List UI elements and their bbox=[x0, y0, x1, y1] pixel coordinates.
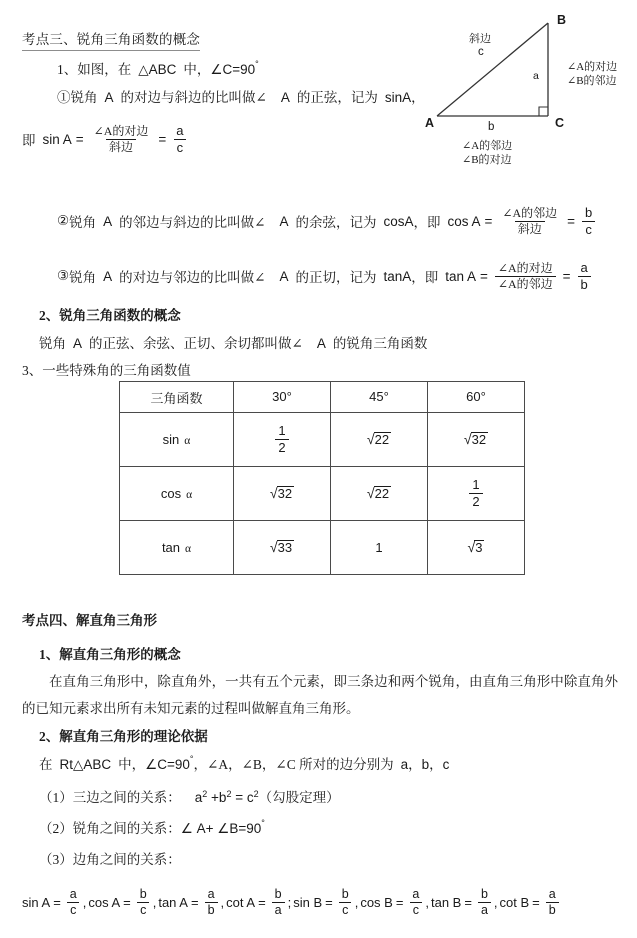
sine-eq-fraction-letters bbox=[173, 124, 186, 154]
special-angle-values-table bbox=[119, 381, 525, 575]
radicand: 22 bbox=[374, 432, 390, 448]
cosine-eq-denominator-words: 斜边 bbox=[515, 221, 545, 236]
cosine-text-b: 的邻边与斜边的比叫做∠ bbox=[119, 215, 266, 231]
table-row-tan bbox=[120, 521, 525, 575]
rt-rest: ，∠A，∠B，∠C 所对的边分别为 bbox=[193, 757, 394, 772]
value-cos-30 bbox=[270, 486, 294, 502]
function-name-cos bbox=[161, 486, 192, 501]
table-header-cell-1 bbox=[234, 382, 331, 413]
ratio-numerator-6: b bbox=[480, 887, 488, 901]
ratio-numerator-2: a bbox=[207, 887, 215, 901]
tangent-name: tanA bbox=[383, 268, 412, 284]
triangle-svg bbox=[424, 8, 637, 176]
item-1-triangle: △ABC bbox=[138, 62, 177, 77]
ratio-fraction-7 bbox=[546, 888, 559, 917]
relation-1-label: （1）三边之间的关系： bbox=[39, 790, 181, 805]
item-1-angle: ∠C=90 bbox=[210, 62, 256, 77]
sine-eq-numerator-letter: a bbox=[176, 123, 184, 138]
tangent-marker: ③ bbox=[57, 268, 70, 284]
table-cell-sin-45 bbox=[331, 413, 428, 467]
alpha-symbol-tan: α bbox=[185, 542, 192, 555]
definition-tangent-line bbox=[57, 261, 594, 291]
ratio-separator-4: , bbox=[354, 895, 359, 911]
item-1-mid: 中， bbox=[183, 62, 211, 77]
function-name-sin bbox=[163, 432, 191, 447]
radical-sign: √ bbox=[463, 431, 472, 448]
ratio-denominator-5: c bbox=[410, 902, 422, 917]
cosine-eq-numerator-words: ∠A的邻边 bbox=[502, 206, 558, 221]
tangent-text-d: ，即 bbox=[411, 270, 439, 286]
cosine-eq-numerator-letter: b bbox=[585, 205, 593, 220]
tangent-text-b: 的对边与邻边的比叫做∠ bbox=[119, 270, 266, 286]
definition-sine-line bbox=[57, 86, 425, 106]
value-sin-45 bbox=[367, 432, 391, 448]
tangent-text-a: 锐角 bbox=[69, 270, 97, 286]
item-2-var-b: A bbox=[316, 336, 326, 351]
value-cos-45 bbox=[367, 486, 391, 502]
heading-underline bbox=[22, 50, 200, 51]
radical-sign: √ bbox=[269, 485, 278, 502]
ratio-fraction-6 bbox=[478, 888, 491, 917]
item-1-lead: 1、如图，在 bbox=[57, 62, 132, 77]
radicand: 32 bbox=[471, 432, 487, 448]
ratio-denominator-7: b bbox=[546, 902, 559, 917]
ratio-denominator-1: c bbox=[137, 902, 149, 917]
table-cell-cos-45 bbox=[331, 467, 428, 521]
ratio-equals-2: = bbox=[190, 895, 199, 911]
table-row-cos bbox=[120, 467, 525, 521]
hypotenuse-var-label: c bbox=[478, 46, 484, 58]
table-header-label-0: 三角函数 bbox=[150, 390, 203, 406]
section4-item-2-heading: 2、解直角三角形的理论依据 bbox=[39, 729, 208, 744]
value-sin-30-den: 2 bbox=[275, 439, 288, 455]
value-tan-60 bbox=[468, 540, 485, 555]
ratio-fn-6: tan B bbox=[431, 895, 462, 911]
table-header-cell-3 bbox=[428, 382, 525, 413]
side-b-var-label: b bbox=[488, 121, 495, 133]
value-sin-30-num: 1 bbox=[278, 423, 286, 439]
alpha-symbol-cos: α bbox=[186, 488, 193, 501]
tangent-eq-fraction-letters bbox=[578, 261, 591, 291]
radical-sign: √ bbox=[366, 431, 375, 448]
item-2-heading: 2、锐角三角函数的概念 bbox=[39, 308, 181, 323]
sine-text-b: 的对边与斜边的比叫做∠ bbox=[120, 90, 267, 105]
cosine-eq-equals-2: = bbox=[567, 213, 576, 229]
ratio-numerator-5: a bbox=[412, 887, 420, 901]
value-sin-60 bbox=[464, 432, 488, 448]
side-a-line2-label: ∠B的邻边 bbox=[567, 75, 617, 87]
ratio-numerator-3: b bbox=[274, 887, 282, 901]
side-b-line2-label: ∠B的对边 bbox=[462, 154, 512, 166]
sine-text-a: 锐角 bbox=[70, 90, 98, 105]
ratio-equals-7: = bbox=[532, 895, 540, 911]
item-2-line bbox=[39, 332, 427, 352]
rt-sides: a，b，c bbox=[400, 757, 450, 772]
ratio-separator-2: , bbox=[220, 895, 225, 911]
cosine-eq-fraction-words bbox=[499, 207, 560, 235]
tangent-var-b: A bbox=[279, 268, 289, 284]
radical-sign: √ bbox=[269, 539, 278, 556]
ratio-fraction-5 bbox=[409, 888, 422, 917]
item-2-text-a: 锐角 bbox=[39, 336, 66, 351]
ratio-fn-5: cos B bbox=[360, 895, 393, 911]
rt-lead: 在 bbox=[39, 757, 53, 772]
hypotenuse-name-label: 斜边 bbox=[469, 33, 491, 45]
sine-eq-denominator-words: 斜边 bbox=[106, 139, 136, 154]
vertex-label-B: B bbox=[557, 13, 567, 27]
sine-var-b: A bbox=[280, 90, 290, 105]
ratio-fraction-2 bbox=[205, 888, 218, 917]
cosine-var-a: A bbox=[103, 213, 113, 229]
table-cell-sin-name bbox=[120, 413, 234, 467]
tangent-eq-equals-1: = bbox=[480, 268, 488, 284]
item-2-var-a: A bbox=[73, 336, 83, 351]
cosine-text-d: ，即 bbox=[413, 215, 441, 231]
cosine-name: cosA bbox=[383, 213, 414, 229]
tangent-eq-numerator-words: ∠A的对边 bbox=[497, 261, 553, 276]
ratio-denominator-2: b bbox=[205, 902, 218, 917]
side-a-var-label: a bbox=[533, 70, 539, 82]
ratio-fraction-0 bbox=[67, 888, 80, 917]
definition-cosine-line bbox=[57, 206, 598, 236]
ratio-fn-7: cot B bbox=[499, 895, 530, 911]
item-3-heading: 3、一些特殊角的三角函数值 bbox=[22, 363, 191, 378]
ratio-denominator-6: a bbox=[478, 902, 491, 917]
relation-1-note: （勾股定理） bbox=[258, 790, 340, 805]
sine-eq-numerator-words: ∠A的对边 bbox=[93, 124, 149, 139]
ratio-denominator-4: c bbox=[339, 902, 351, 917]
sine-eq-fn: sin A bbox=[42, 131, 72, 147]
ratio-numerator-1: b bbox=[139, 887, 147, 901]
radical-sign: √ bbox=[366, 485, 375, 502]
ratio-fn-4: sin B bbox=[293, 895, 323, 911]
table-cell-cos-60 bbox=[428, 467, 525, 521]
rt-mid: 中， bbox=[118, 757, 146, 772]
ratio-equals-0: = bbox=[53, 895, 61, 911]
value-cos-60-num: 1 bbox=[472, 477, 480, 493]
sine-var-a: A bbox=[104, 90, 114, 105]
table-header-cell-0 bbox=[120, 382, 234, 413]
sine-eq-equals-1: = bbox=[75, 131, 84, 147]
right-triangle-figure bbox=[424, 8, 637, 176]
value-tan-45: 1 bbox=[375, 539, 383, 555]
cosine-eq-fraction-letters bbox=[582, 206, 595, 236]
tangent-text-c: 的正切，记为 bbox=[295, 270, 377, 286]
function-name-cos-text: cos bbox=[160, 485, 182, 501]
tangent-eq-equals-2: = bbox=[562, 268, 571, 284]
section-heading-4: 考点四、解直角三角形 bbox=[22, 613, 157, 628]
cosine-eq-denominator-letter: c bbox=[582, 221, 595, 237]
cosine-eq-equals-1: = bbox=[484, 213, 493, 229]
table-cell-cos-name bbox=[120, 467, 234, 521]
table-header-cell-2 bbox=[331, 382, 428, 413]
table-cell-tan-name bbox=[120, 521, 234, 575]
function-name-tan bbox=[162, 540, 191, 555]
vertex-label-A: A bbox=[425, 116, 435, 130]
table-row-sin bbox=[120, 413, 525, 467]
section4-item-2-line bbox=[39, 753, 449, 773]
sine-eq-fraction-words bbox=[91, 125, 152, 153]
table-cell-tan-30 bbox=[234, 521, 331, 575]
value-tan-30 bbox=[270, 540, 294, 556]
rt-angle-c: ∠C=90 bbox=[145, 757, 190, 772]
ratio-separator-0: , bbox=[82, 895, 87, 911]
relation-2-formula: ∠ A+ ∠B=90 bbox=[180, 821, 262, 836]
radicand: 3 bbox=[475, 539, 483, 555]
rt-triangle: Rt△ABC bbox=[59, 757, 112, 772]
tangent-eq-denominator-words: ∠A的邻边 bbox=[495, 276, 556, 291]
degree-sign-3: ° bbox=[261, 818, 265, 828]
cosine-eq-fn: cos A bbox=[447, 213, 481, 229]
ratio-equals-6: = bbox=[464, 895, 472, 911]
table-cell-tan-45 bbox=[331, 521, 428, 575]
sine-text-c: 的正弦，记为 bbox=[296, 90, 378, 105]
ratio-denominator-3: a bbox=[272, 902, 285, 917]
ratio-equals-1: = bbox=[123, 895, 131, 911]
ratio-numerator-4: b bbox=[341, 887, 349, 901]
equation-sine bbox=[22, 124, 190, 154]
section-heading-3-text: 考点三、锐角三角函数的概念 bbox=[22, 32, 201, 47]
degree-sign-2: ° bbox=[189, 754, 194, 764]
ratio-fraction-3 bbox=[272, 888, 285, 917]
table-cell-tan-60 bbox=[428, 521, 525, 575]
value-cos-60 bbox=[469, 478, 482, 508]
item-1-line bbox=[57, 58, 259, 78]
ratio-separator-1: , bbox=[152, 895, 157, 911]
ratio-equals-4: = bbox=[325, 895, 333, 911]
tangent-var-a: A bbox=[103, 268, 113, 284]
degree-sign-1: ° bbox=[255, 59, 259, 69]
item-2-text-b: 的正弦、余弦、正切、余切都叫做∠ bbox=[89, 336, 303, 351]
radical-sign: √ bbox=[467, 538, 476, 555]
relation-3-label: （3）边角之间的关系： bbox=[39, 852, 181, 867]
ratio-numerator-0: a bbox=[69, 887, 77, 901]
ratio-fraction-1 bbox=[137, 888, 150, 917]
table-cell-cos-30 bbox=[234, 467, 331, 521]
sine-text-d: ， bbox=[411, 90, 425, 105]
function-name-sin-text: sin bbox=[162, 431, 180, 447]
section4-item-1-paragraph: 在直角三角形中，除直角外，一共有五个元素，即三条边和两个锐角，由直角三角形中除直角外的已知元素求出所有未知元素的过程叫做解直角三角形。 bbox=[22, 674, 618, 716]
sine-eq-denominator-letter: c bbox=[174, 139, 187, 155]
tangent-eq-fraction-words bbox=[495, 262, 556, 290]
ratio-equals-5: = bbox=[395, 895, 404, 911]
tangent-eq-numerator-letter: a bbox=[580, 260, 588, 275]
item-2-text-c: 的锐角三角函数 bbox=[332, 336, 428, 351]
ratio-denominator-0: c bbox=[67, 902, 79, 917]
ratio-separator-5: , bbox=[425, 895, 429, 911]
sine-name: sinA bbox=[384, 90, 412, 105]
ratio-fn-2: tan A bbox=[158, 895, 188, 911]
cosine-var-b: A bbox=[279, 213, 289, 229]
sine-marker: ① bbox=[57, 90, 71, 105]
cosine-text-c: 的余弦，记为 bbox=[295, 215, 377, 231]
sine-eq-equals-2: = bbox=[158, 131, 167, 147]
ratio-formulas-line bbox=[22, 888, 562, 917]
side-a-line1-label: ∠A的对边 bbox=[567, 61, 618, 73]
vertex-label-C: C bbox=[555, 116, 565, 130]
sine-eq-lead: 即 bbox=[22, 133, 36, 149]
ratio-fn-0: sin A bbox=[22, 895, 51, 911]
value-sin-30 bbox=[275, 424, 288, 454]
tangent-eq-fn: tan A bbox=[445, 268, 477, 284]
cosine-text-a: 锐角 bbox=[69, 215, 97, 231]
tangent-eq-denominator-letter: b bbox=[578, 276, 591, 292]
relation-1-line bbox=[39, 786, 340, 806]
relation-2-label: （2）锐角之间的关系： bbox=[39, 821, 181, 836]
radicand: 33 bbox=[277, 540, 293, 556]
table-cell-sin-30 bbox=[234, 413, 331, 467]
cosine-marker: ② bbox=[57, 213, 70, 229]
radicand: 22 bbox=[374, 486, 390, 502]
ratio-separator-6: , bbox=[493, 895, 498, 911]
table-header-row bbox=[120, 382, 525, 413]
table-header-label-1: 30° bbox=[272, 389, 292, 404]
alpha-symbol-sin: α bbox=[184, 434, 191, 447]
table-header-label-3: 60° bbox=[466, 389, 486, 404]
section-heading-3 bbox=[22, 28, 200, 51]
table-cell-sin-60 bbox=[428, 413, 525, 467]
value-cos-60-den: 2 bbox=[469, 493, 482, 509]
ratio-equals-3: = bbox=[258, 895, 266, 911]
ratio-fn-1: cos A bbox=[88, 895, 121, 911]
ratio-fraction-4 bbox=[339, 888, 352, 917]
ratio-separator-3: ; bbox=[287, 895, 292, 911]
radicand: 32 bbox=[277, 486, 293, 502]
relation-2-line bbox=[39, 817, 265, 837]
relation-1-formula: $a^2 +b^2 = c^2$ bbox=[194, 789, 259, 805]
side-b-line1-label: ∠A的邻边 bbox=[462, 140, 513, 152]
function-name-tan-text: tan bbox=[161, 539, 181, 555]
ratio-numerator-7: a bbox=[548, 887, 556, 901]
table-header-label-2: 45° bbox=[369, 389, 389, 404]
section4-item-1-heading: 1、解直角三角形的概念 bbox=[39, 647, 181, 662]
ratio-fn-3: cot A bbox=[226, 895, 256, 911]
